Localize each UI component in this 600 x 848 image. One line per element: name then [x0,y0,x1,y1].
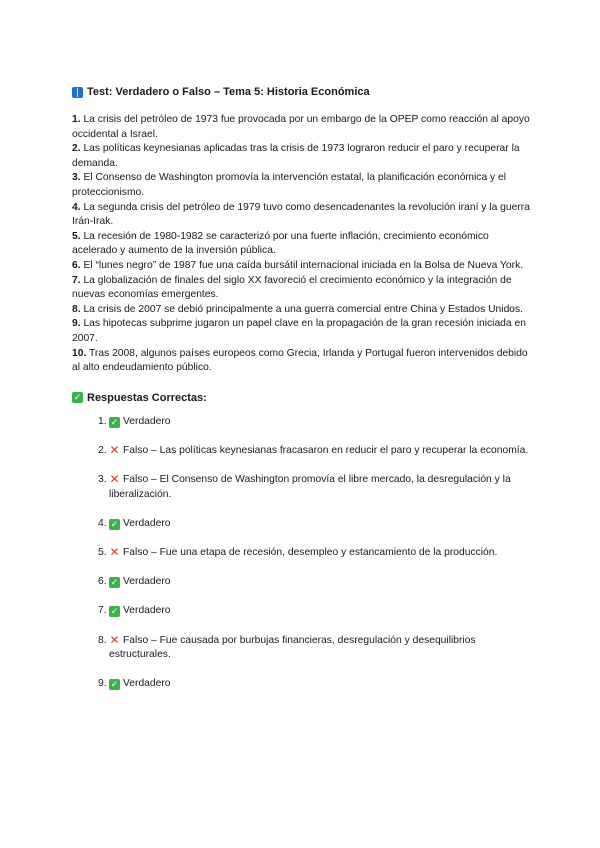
cross-icon: ✕ [109,632,120,647]
question-item [72,317,532,346]
check-icon: ✓ [110,606,119,617]
cross-icon: ✕ [109,442,120,457]
answer-item [72,575,532,590]
question-item [72,201,532,230]
question-text: La crisis del petróleo de 1973 fue provocada por un embargo de la OPEP como reacción al apoyo occidental a Israel. [72,114,530,140]
answer-item [72,473,532,502]
check-icon: ✓ [73,392,82,403]
question-text: La crisis de 2007 se debió principalmente a una guerra comercial entre China y Estados Unidos. [80,303,524,315]
answer-text: Falso – Las políticas keynesianas fracasaron en reducir el paro y recuperar la economía. [123,444,529,456]
check-icon: ✓ [110,577,119,588]
document-title [72,84,532,100]
question-number: 6. [72,259,81,271]
question-number: 8. [72,303,81,315]
question-item [72,274,532,303]
answers-heading [72,390,532,406]
answer-text: Falso – El Consenso de Washington promovía el libre mercado, la desregulación y la liberalización. [109,474,511,500]
answers-heading-text: Respuestas Correctas: [87,391,207,404]
answer-item [72,677,532,692]
question-number: 5. [72,230,81,242]
answer-number: 2. [98,444,107,456]
question-number: 9. [72,318,81,330]
question-number: 2. [72,143,81,155]
question-item [72,303,532,318]
answer-item [72,604,532,619]
answer-item [72,444,532,459]
check-icon: ✓ [110,416,119,427]
document-page [72,84,532,707]
question-item [72,230,532,259]
question-number: 1. [72,114,81,125]
question-list [72,113,532,376]
answer-number: 6. [98,576,107,588]
answer-list [72,415,532,692]
question-text: La globalización de finales del siglo XX favoreció el crecimiento económico y la integración de nuevas economías emergentes. [72,274,512,301]
answer-item [72,634,532,663]
question-text: La recesión de 1980-1982 se caracterizó por una fuerte inflación, crecimiento económico acelerado y aumento de la inversión pública. [72,230,489,257]
book-icon [72,87,83,98]
answer-number: 7. [98,605,107,617]
check-icon: ✓ [110,518,119,529]
answer-number: 5. [98,547,107,559]
cross-icon: ✕ [109,545,120,560]
question-text: Las hipotecas subprime jugaron un papel clave en la propagación de la gran recesión iniciada en 2007. [72,318,526,344]
question-item [72,171,532,200]
question-item [72,113,532,142]
answer-text: Verdadero [123,605,171,617]
answer-text: Verdadero [123,678,171,690]
answer-number: 3. [98,474,107,486]
question-text: El Consenso de Washington promovía la intervención estatal, la planificación económica y el proteccionismo. [72,172,507,198]
cross-icon: ✕ [109,472,120,487]
answer-number: 1. [98,415,107,427]
question-text: Tras 2008, algunos países europeos como Grecia, Irlanda y Portugal fueron intervenidos debido al alto endeudamiento público. [72,347,528,374]
answer-item [72,546,532,561]
answer-item [72,415,532,430]
answer-number: 4. [98,517,107,529]
question-text: Las políticas keynesianas aplicadas tras la crisis de 1973 lograron reducir el paro y recuperar la demanda. [72,143,520,169]
answer-number: 8. [98,634,107,646]
answer-text: Falso – Fue causada por burbujas financieras, desregulación y desequilibrios estructurales. [109,634,476,661]
question-number: 4. [72,201,81,213]
check-icon: ✓ [110,679,119,690]
answer-text: Verdadero [123,576,171,588]
question-number: 7. [72,274,81,286]
question-number: 10. [72,347,87,359]
question-item [72,259,532,274]
question-text: La segunda crisis del petróleo de 1979 tuvo como desencadenantes la revolución iraní y la guerra Irán-Irak. [72,201,530,228]
question-item [72,347,532,376]
title-text: Test: Verdadero o Falso – Tema 5: Historia Económica [87,86,370,98]
answer-text: Verdadero [123,415,171,427]
answer-text: Falso – Fue una etapa de recesión, desempleo y estancamiento de la producción. [123,547,498,559]
question-text: El “lunes negro” de 1987 fue una caída bursátil internacional iniciada en la Bolsa de Nueva York. [80,259,524,271]
question-item [72,142,532,171]
question-number: 3. [72,172,81,184]
answer-item [72,517,532,532]
answer-number: 9. [98,678,107,690]
answer-text: Verdadero [123,517,171,529]
